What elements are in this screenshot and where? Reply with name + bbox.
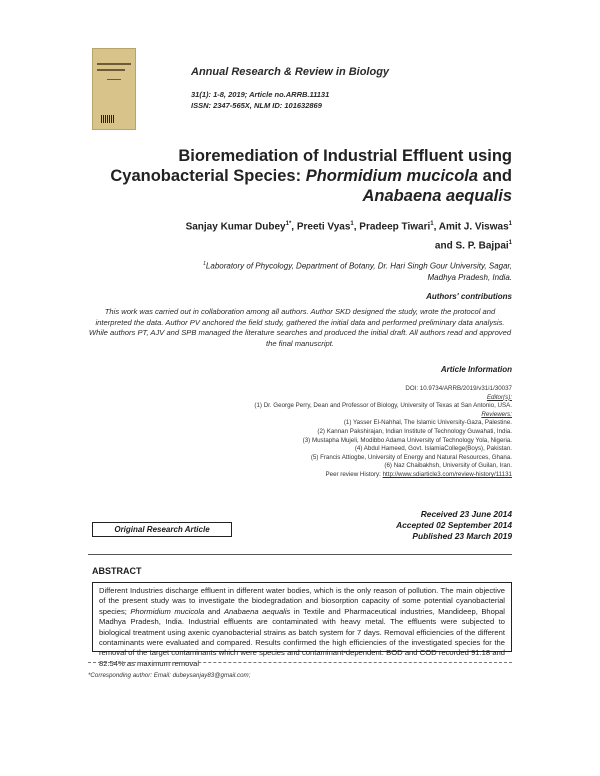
editors-label: Editor(s): (486, 393, 512, 401)
publication-dates (300, 509, 512, 542)
peer-review-history: Peer review History: http://www.sdiarticle3.com/review-history/11131 (325, 470, 512, 478)
affiliation: $^1$Laboratory of Phycology, Department of Botany, Dr. Hari Singh Gour University, Sagar, Madhya Pradesh, India. (203, 261, 512, 282)
author-line-2: and S. P. Bajpai$^1$ (434, 240, 512, 252)
reviewer-entry: (2) Kannan Pakshirajan, Indian Institute of Technology Guwahati, India. (317, 427, 512, 435)
abstract-heading: ABSTRACT (92, 566, 142, 576)
contributions-heading: Authors' contributions (426, 292, 512, 301)
divider (88, 554, 512, 555)
cover-title-stripe (97, 63, 131, 65)
reviewer-entry: (1) Yasser El-Nahhal, The Islamic University-Gaza, Palestine. (343, 419, 512, 427)
species-name: Phormidium mucicola (305, 167, 479, 185)
article-information (88, 385, 512, 480)
accepted-date: Accepted 02 September 2014 (396, 520, 512, 530)
reviewer-entry: (5) Francis Attiogbe, University of Energy and Natural Resources, Ghana. (310, 453, 512, 461)
journal-name: Annual Research & Review in Biology (191, 66, 390, 78)
corresponding-author-footnote: *Corresponding author: Email: dubeysanjay83@gmail.com; (88, 672, 251, 679)
published-date: Published 23 March 2019 (412, 531, 512, 541)
title-line-2: Cyanobacterial Species: Phormidium mucicola and (110, 167, 512, 185)
editor-entry: (1) Dr. George Perry, Dean and Professor of Biology, University of Texas at San Antonio, USA. (254, 402, 512, 410)
citation: 31(1): 1-8, 2019; Article no.ARRB.11131 (191, 90, 330, 99)
cover-title-stripe (97, 69, 125, 71)
cover-barcode (101, 115, 115, 123)
received-date: Received 23 June 2014 (420, 509, 512, 519)
peer-review-link[interactable]: http://www.sdiarticle3.com/review-history/11131 (382, 470, 512, 478)
title-line-3 (88, 186, 512, 206)
contributions-text: This work was carried out in collaboration among all authors. Author SKD designed the study, wrote the protocol and interpreted the data. Author PV anchored the field study, gathered the initial data and performed preliminary data analysis. While authors PT, AJV and SPB managed the literature searches and produced the initial draft. All authors read and approved the final manuscript. (88, 307, 512, 348)
doi: DOI: 10.9734/ARRB/2019/v31i1/30037 (405, 385, 512, 392)
footnote-divider (88, 662, 512, 663)
reviewer-entry: (6) Naz Chaibakhsh, University of Guilan, Iran. (384, 462, 512, 470)
author-list (88, 216, 512, 255)
page-title (88, 146, 512, 206)
abstract-box (92, 582, 512, 668)
journal-cover-thumbnail (92, 48, 136, 130)
author-line-1: Sanjay Kumar Dubey$^{1*}$, Preeti Vyas$^1$, Pradeep Tiwari$^1$, Amit J. Viswas$^1$ (185, 221, 512, 233)
reviewer-entry: (4) Abdul Hameed, Govt. IslamiaCollege(Boys), Pakistan. (354, 445, 512, 453)
issn: ISSN: 2347-565X, NLM ID: 101632869 (191, 101, 322, 110)
reviewer-entry: (3) Mustapha Mujeli, Modibbo Adama University of Technology Yola, Nigeria. (302, 436, 512, 444)
reviewers-label: Reviewers: (481, 410, 512, 418)
cover-rule (107, 79, 121, 80)
title-line-1: Bioremediation of Industrial Effluent using (178, 147, 512, 165)
abstract-text: Different Industries discharge effluent in different water bodies, which is the only reason of pollution. The main objective of the present study was to investigate the biodegradation and biosorption capacity of some potential cyanobacterial species; Phormidium mucicola and Anabaena aequalis in Textile and Pharmaceutical industries, Mandideep, Bhopal Madhya Pradesh, India. Industrial effluents are contaminated with heavy metal. The effluents were subjected to biological treatment using axenic cyanobacterial strains as batch system for 7 days. Removal efficiencies of the different contaminants were evaluated and compared. Results confirmed the high efficiencies of the investigated species for the removal of the target contaminants which were species and contaminant-dependent. BOD and COD recorded 91.18 and 82.54% as maximum removal (99, 586, 505, 668)
article-type-badge: Original Research Article (92, 522, 232, 537)
article-info-heading: Article Information (440, 365, 512, 374)
species-name: Anabaena aequalis (362, 187, 512, 205)
